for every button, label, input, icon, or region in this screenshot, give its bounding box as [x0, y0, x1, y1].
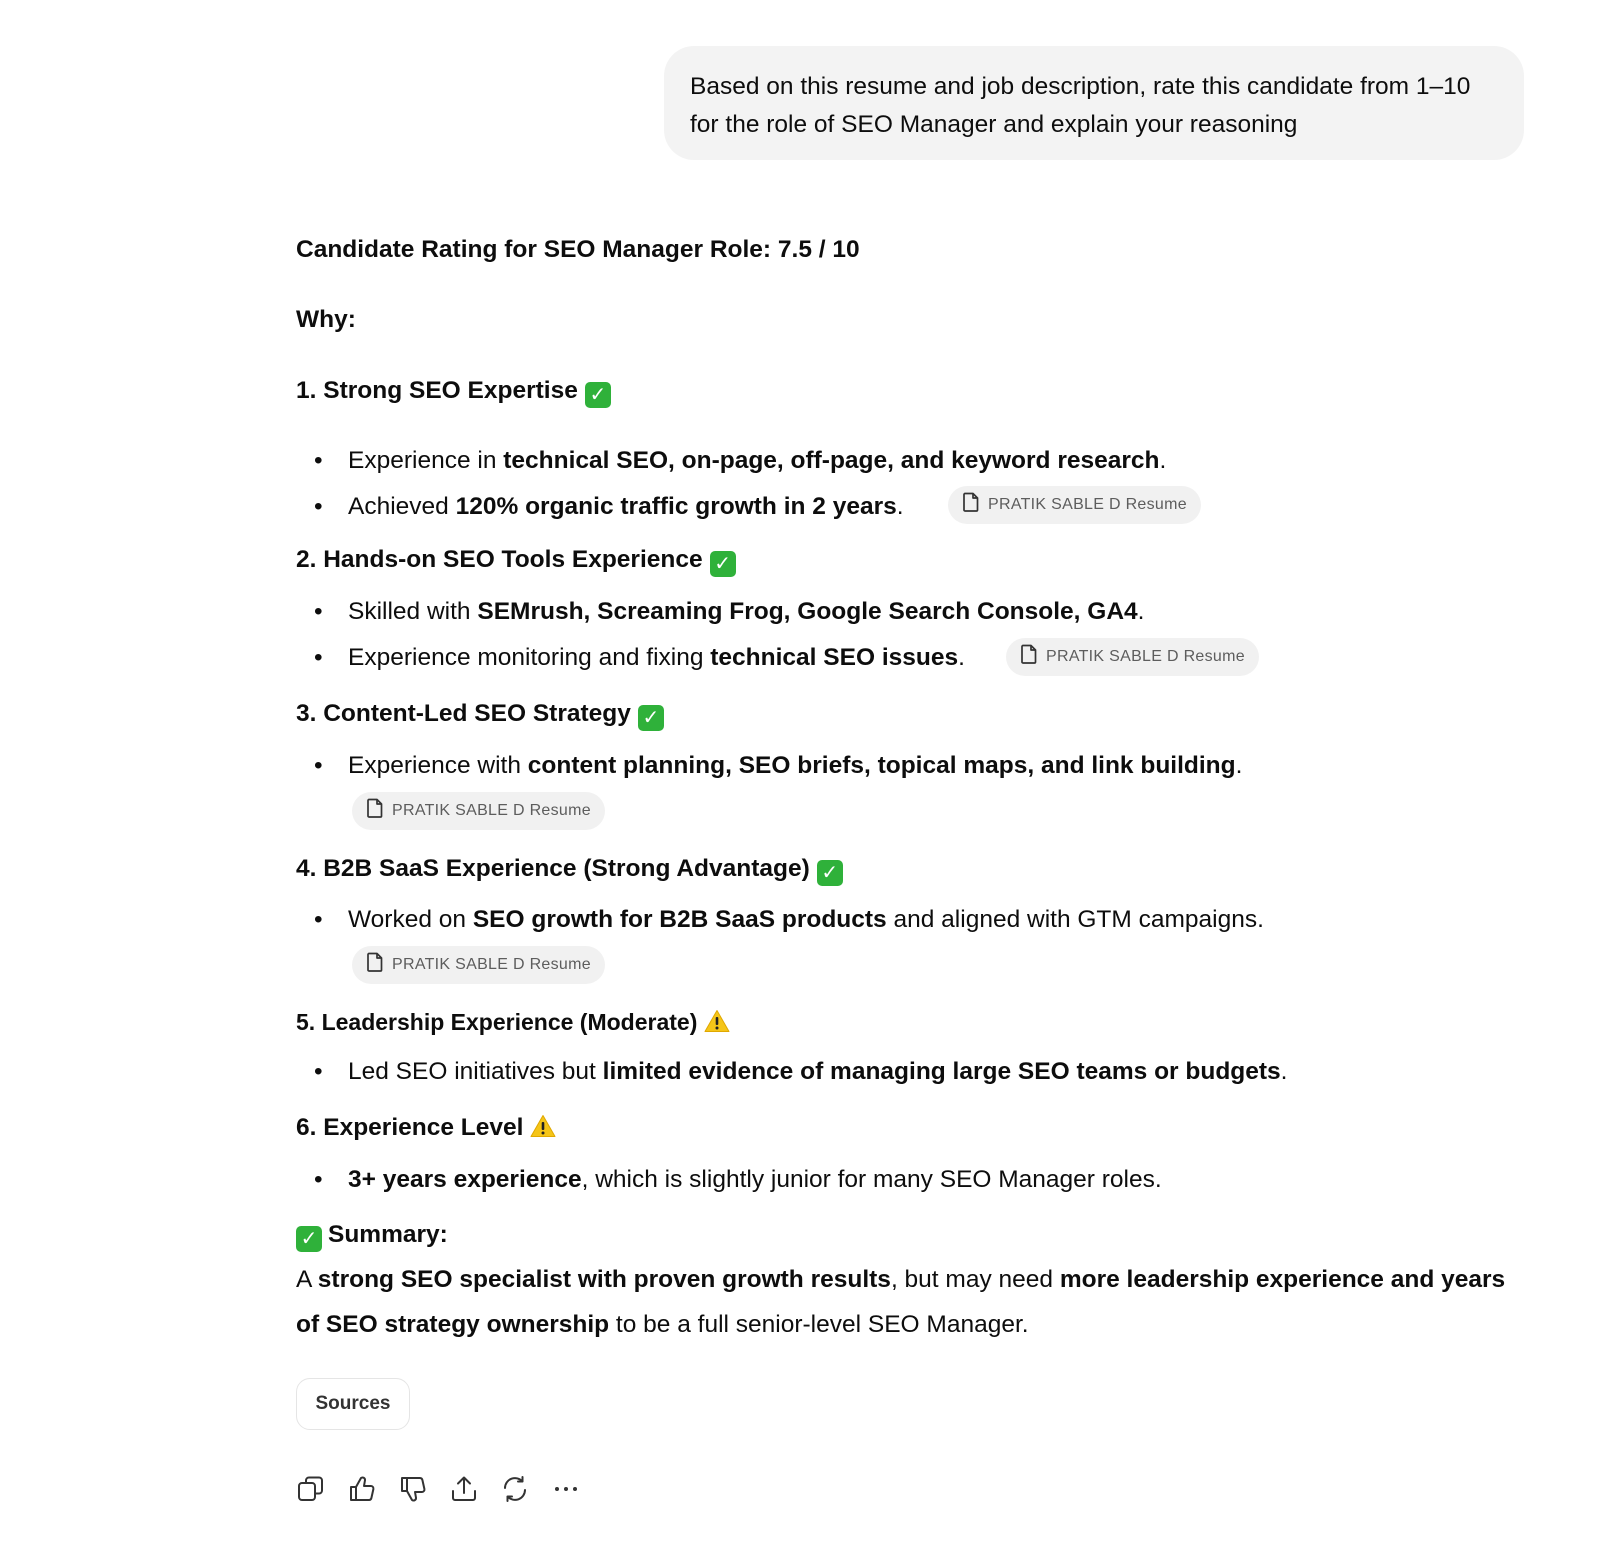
bullet-dot: •	[314, 1166, 323, 1193]
bullet-item	[314, 1164, 1162, 1196]
section-heading-text: 5. Leadership Experience (Moderate)	[296, 1009, 698, 1035]
summary-bold-text: more leadership experience and years of SEO strategy ownership	[296, 1266, 1506, 1338]
bullet-text: .	[958, 644, 965, 671]
warning-icon	[704, 1009, 730, 1033]
section-heading-text: 1. Strong SEO Expertise	[296, 377, 578, 404]
citation-chip[interactable]	[352, 792, 605, 830]
section-heading	[296, 698, 664, 731]
bullet-bold-text: 3+ years experience	[348, 1166, 582, 1193]
check-mark-icon: ✓	[638, 705, 664, 731]
citation-chip[interactable]	[948, 486, 1201, 524]
why-label: Why:	[296, 306, 356, 333]
bullet-bold-text: content planning, SEO briefs, topical maps, and link building	[527, 752, 1236, 779]
citation-label: PRATIK SABLE D Resume	[1046, 648, 1245, 665]
bullet-text: .	[1235, 752, 1243, 779]
check-mark-icon: ✓	[585, 382, 611, 408]
bullet-text: .	[896, 493, 904, 520]
bullet-item	[314, 904, 1264, 936]
document-icon	[962, 492, 980, 512]
bullet-dot: •	[314, 493, 323, 520]
summary-text: to be a full senior-level SEO Manager.	[609, 1311, 1029, 1338]
summary-paragraph	[296, 1257, 1516, 1347]
bullet-item	[314, 1056, 1287, 1088]
document-icon	[1020, 644, 1038, 664]
bullet-bold-text: 120% organic traffic growth in 2 years	[455, 493, 897, 520]
document-icon	[366, 798, 384, 818]
bullet-bold-text: limited evidence of managing large SEO teams or budgets	[602, 1058, 1281, 1085]
bullet-bold-text: SEMrush, Screaming Frog, Google Search Console, GA4	[477, 598, 1138, 625]
bullet-text: Experience with	[348, 752, 528, 779]
citation-label: PRATIK SABLE D Resume	[988, 496, 1187, 513]
summary-text: , but may need	[890, 1266, 1060, 1293]
bullet-item	[314, 596, 1144, 628]
check-mark-icon: ✓	[296, 1226, 322, 1252]
citation-label: PRATIK SABLE D Resume	[392, 802, 591, 819]
bullet-dot: •	[314, 598, 323, 625]
bullet-text: , which is slightly junior for many SEO Manager roles.	[581, 1166, 1162, 1193]
bullet-item	[314, 642, 965, 674]
summary-heading-text: Summary:	[328, 1221, 448, 1248]
section-heading-text: 6. Experience Level	[296, 1114, 524, 1141]
bullet-text: .	[1137, 598, 1145, 625]
document-icon	[366, 952, 384, 972]
bullet-text: Worked on	[348, 906, 473, 933]
bullet-text: Led SEO initiatives but	[348, 1058, 603, 1085]
bullet-dot: •	[314, 1058, 323, 1085]
citation-chip[interactable]	[352, 946, 605, 984]
bullet-item	[314, 491, 904, 523]
bullet-text: Skilled with	[348, 598, 478, 625]
bullet-dot: •	[314, 752, 323, 779]
thumbs-down-button[interactable]	[398, 1474, 432, 1508]
thumbs-up-button[interactable]	[347, 1474, 381, 1508]
bullet-bold-text: technical SEO, on-page, off-page, and keyword research	[503, 447, 1160, 474]
copy-button[interactable]	[296, 1474, 330, 1508]
more-icon	[551, 1474, 581, 1504]
check-mark-icon: ✓	[817, 860, 843, 886]
user-message-bubble	[664, 46, 1524, 160]
share-button[interactable]	[449, 1474, 483, 1508]
bullet-text: Experience monitoring and fixing	[348, 644, 711, 671]
share-icon	[449, 1474, 479, 1504]
answer-title: Candidate Rating for SEO Manager Role: 7.5 / 10	[296, 236, 860, 263]
section-heading	[296, 544, 736, 577]
section-heading	[296, 375, 611, 408]
sources-button[interactable]: Sources	[296, 1378, 410, 1430]
bullet-dot: •	[314, 447, 323, 474]
bullet-dot: •	[314, 644, 323, 671]
bullet-bold-text: SEO growth for B2B SaaS products	[472, 906, 887, 933]
bullet-item	[314, 750, 1242, 782]
bullet-text: .	[1280, 1058, 1288, 1085]
section-heading-text: 2. Hands-on SEO Tools Experience	[296, 546, 703, 573]
bullet-text: .	[1159, 447, 1167, 474]
bullet-dot: •	[314, 906, 323, 933]
summary-bold-text: strong SEO specialist with proven growth results	[317, 1266, 891, 1293]
user-message-text: Based on this resume and job description, rate this candidate from 1–10 for the role of SEO Manager and explain your reasoning	[690, 73, 1471, 138]
check-mark-icon: ✓	[710, 551, 736, 577]
thumbs-up-icon	[347, 1474, 377, 1504]
section-heading	[296, 1112, 556, 1144]
citation-label: PRATIK SABLE D Resume	[392, 956, 591, 973]
copy-icon	[296, 1474, 326, 1504]
bullet-text: Achieved	[348, 493, 456, 520]
more-options-button[interactable]	[551, 1474, 585, 1508]
bullet-item	[314, 445, 1166, 477]
section-heading	[296, 1006, 730, 1038]
summary-heading	[296, 1219, 448, 1252]
regenerate-button[interactable]	[500, 1474, 534, 1508]
bullet-bold-text: technical SEO issues	[710, 644, 959, 671]
warning-icon	[530, 1114, 556, 1138]
section-heading-text: 3. Content-Led SEO Strategy	[296, 700, 631, 727]
section-heading	[296, 853, 843, 886]
summary-text: A	[296, 1266, 318, 1293]
thumbs-down-icon	[398, 1474, 428, 1504]
bullet-text: and aligned with GTM campaigns.	[886, 906, 1264, 933]
bullet-text: Experience in	[348, 447, 504, 474]
citation-chip[interactable]	[1006, 638, 1259, 676]
section-heading-text: 4. B2B SaaS Experience (Strong Advantage)	[296, 855, 810, 882]
regenerate-icon	[500, 1474, 530, 1504]
